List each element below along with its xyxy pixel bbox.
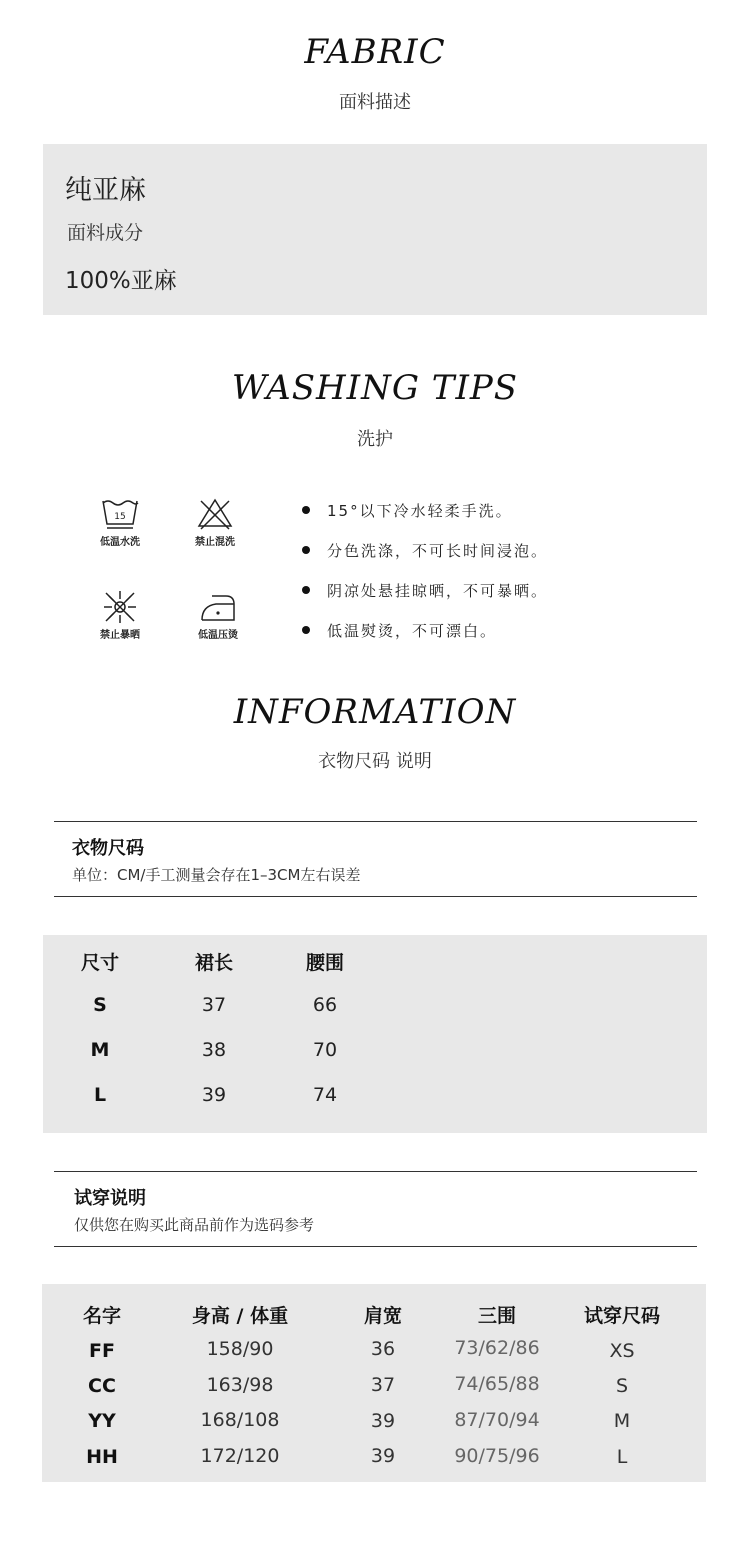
try-table xyxy=(42,1284,706,1482)
size-table xyxy=(43,935,707,1133)
table-cell: 37 xyxy=(201,994,227,1016)
table-cell: 36 xyxy=(370,1338,396,1360)
table-cell: 39 xyxy=(201,1084,227,1106)
table-cell: S xyxy=(93,994,107,1016)
try-info-block xyxy=(54,1171,697,1247)
wash-tub-icon xyxy=(80,497,160,548)
bullet-icon xyxy=(302,626,310,634)
table-cell: CC xyxy=(88,1375,116,1397)
composition-label: 面料成分 xyxy=(67,222,144,244)
svg-text:15: 15 xyxy=(114,512,126,522)
table-cell: 172/120 xyxy=(200,1445,280,1467)
bullet-icon xyxy=(302,506,310,514)
washing-title: WASHING TIPS xyxy=(231,368,519,408)
table-cell: 163/98 xyxy=(206,1374,274,1396)
composition-value: 100%亚麻 xyxy=(65,268,177,294)
table-cell: M xyxy=(90,1039,110,1061)
size-header: 尺寸 xyxy=(80,952,119,974)
iron-label: 低温压烫 xyxy=(198,630,238,641)
table-cell: 70 xyxy=(312,1039,338,1061)
fabric-subtitle: 面料描述 xyxy=(339,92,411,113)
no-tumble-dry-icon xyxy=(175,497,255,548)
height-weight-header: 身高 / 体重 xyxy=(191,1305,289,1327)
size-info-block xyxy=(54,821,697,897)
list-item: 15°以下冷水轻柔手洗。 xyxy=(300,500,730,540)
table-cell: FF xyxy=(89,1340,115,1362)
bullet-icon xyxy=(302,546,310,554)
no-sun-icon xyxy=(80,590,160,641)
waist-header: 腰围 xyxy=(305,952,344,974)
washing-subtitle: 洗护 xyxy=(357,429,393,450)
fabric-title: FABRIC xyxy=(304,32,446,72)
table-cell: 158/90 xyxy=(206,1338,274,1360)
table-cell: M xyxy=(613,1410,631,1432)
table-cell: S xyxy=(615,1375,629,1397)
list-item: 分色洗涤，不可长时间浸泡。 xyxy=(300,540,730,580)
washing-tips-list xyxy=(300,500,730,660)
table-cell: 74 xyxy=(312,1084,338,1106)
table-cell: L xyxy=(616,1446,628,1468)
measurements-header: 三围 xyxy=(477,1305,516,1327)
length-header: 裙长 xyxy=(194,952,233,974)
table-cell: 90/75/96 xyxy=(454,1445,540,1467)
list-item: 阴凉处悬挂晾晒，不可暴晒。 xyxy=(300,580,730,620)
fabric-name: 纯亚麻 xyxy=(65,175,146,206)
iron-low-icon xyxy=(178,590,258,641)
table-cell: 38 xyxy=(201,1039,227,1061)
bullet-icon xyxy=(302,586,310,594)
table-cell: 66 xyxy=(312,994,338,1016)
fabric-box xyxy=(43,144,707,315)
information-subtitle: 衣物尺码 说明 xyxy=(318,751,432,772)
table-cell: 37 xyxy=(370,1374,396,1396)
table-cell: YY xyxy=(88,1410,116,1432)
fit-size-header: 试穿尺码 xyxy=(583,1305,660,1327)
no-mix-label: 禁止混洗 xyxy=(195,537,235,548)
shoulder-header: 肩宽 xyxy=(363,1305,402,1327)
wash-label: 低温水洗 xyxy=(100,537,140,548)
list-item: 低温熨烫，不可漂白。 xyxy=(300,620,730,660)
table-cell: HH xyxy=(86,1446,118,1468)
size-info-desc: 单位：CM/手工测量会存在1–3CM左右误差 xyxy=(72,866,361,884)
no-sun-label: 禁止暴晒 xyxy=(100,630,140,641)
table-cell: 168/108 xyxy=(200,1409,280,1431)
table-cell: 39 xyxy=(370,1445,396,1467)
table-cell: 87/70/94 xyxy=(454,1409,540,1431)
table-cell: L xyxy=(93,1084,107,1106)
information-title: INFORMATION xyxy=(233,692,517,732)
name-header: 名字 xyxy=(82,1305,121,1327)
table-cell: 74/65/88 xyxy=(454,1373,540,1395)
size-info-title: 衣物尺码 xyxy=(72,838,144,859)
table-cell: 73/62/86 xyxy=(454,1337,540,1359)
try-info-desc: 仅供您在购买此商品前作为选码参考 xyxy=(74,1216,315,1234)
table-cell: 39 xyxy=(370,1410,396,1432)
table-cell: XS xyxy=(609,1340,635,1362)
try-info-title: 试穿说明 xyxy=(74,1188,146,1209)
